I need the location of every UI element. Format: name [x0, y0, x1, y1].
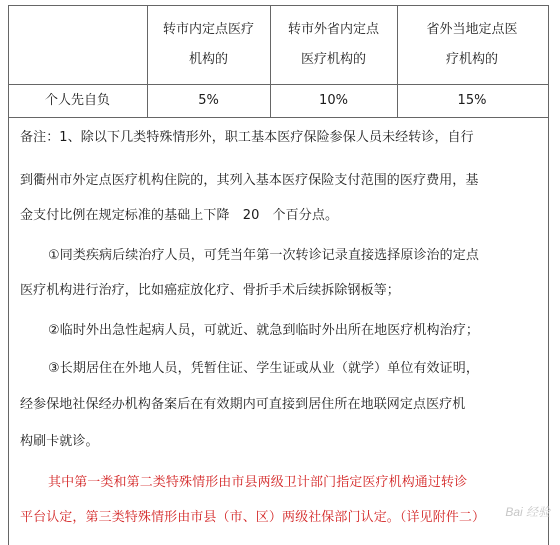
header-text: 机构的	[188, 51, 228, 67]
header-text: 转市外省内定点	[287, 21, 379, 37]
note-line: 金支付比例在规定标准的基础上下降 20 个百分点。	[20, 208, 339, 223]
note-line: ②临时外出急性起病人员，可就近、就急到临时外出所在地医疗机构治疗；	[48, 323, 479, 338]
note-line: ①同类疾病后续治疗人员，可凭当年第一次转诊记录直接选择原诊治的定点	[48, 248, 479, 263]
note-red-line: 平台认定，第三类特殊情形由市县（市、区）两级社保部门认定。（详见附件二）	[20, 510, 486, 525]
header-city-local	[147, 5, 270, 84]
header-text: 省外当地定点医	[426, 21, 518, 37]
table-bottom-border	[8, 117, 548, 118]
note-line: 备注：1、除以下几类特殊情形外，职工基本医疗保险参保人员未经转诊，自行	[20, 130, 474, 145]
note-line: 经参保地社保经办机构备案后在有效期内可直接到居住所在地联网定点医疗机	[20, 397, 466, 412]
header-out-of-province	[397, 5, 547, 84]
header-text: 转市内定点医疗	[162, 21, 254, 37]
row-label: 个人先自负	[44, 92, 110, 108]
note-line: 医疗机构进行治疗，比如癌症放化疗、骨折手术后续拆除钢板等；	[20, 283, 400, 298]
note-line: 到衢州市外定点医疗机构住院的，其列入基本医疗保险支付范围的医疗费用，基	[20, 173, 479, 188]
value-province-outside-city: 10%	[319, 92, 348, 108]
header-text: 疗机构的	[445, 51, 498, 67]
note-red-line: 其中第一类和第二类特殊情形由市县两级卫计部门指定医疗机构通过转诊	[48, 475, 468, 490]
value-out-of-province: 15%	[457, 92, 487, 108]
header-text: 医疗机构的	[300, 51, 366, 67]
note-line: 构刷卡就诊。	[20, 434, 99, 449]
watermark-logo: Bai 经验	[505, 505, 550, 519]
value-city-local: 5%	[198, 92, 219, 108]
table-header-corner	[8, 5, 147, 84]
header-province-outside-city	[270, 5, 397, 84]
note-line: ③长期居住在外地人员，凭暂住证、学生证或从业（就学）单位有效证明，	[48, 361, 479, 376]
